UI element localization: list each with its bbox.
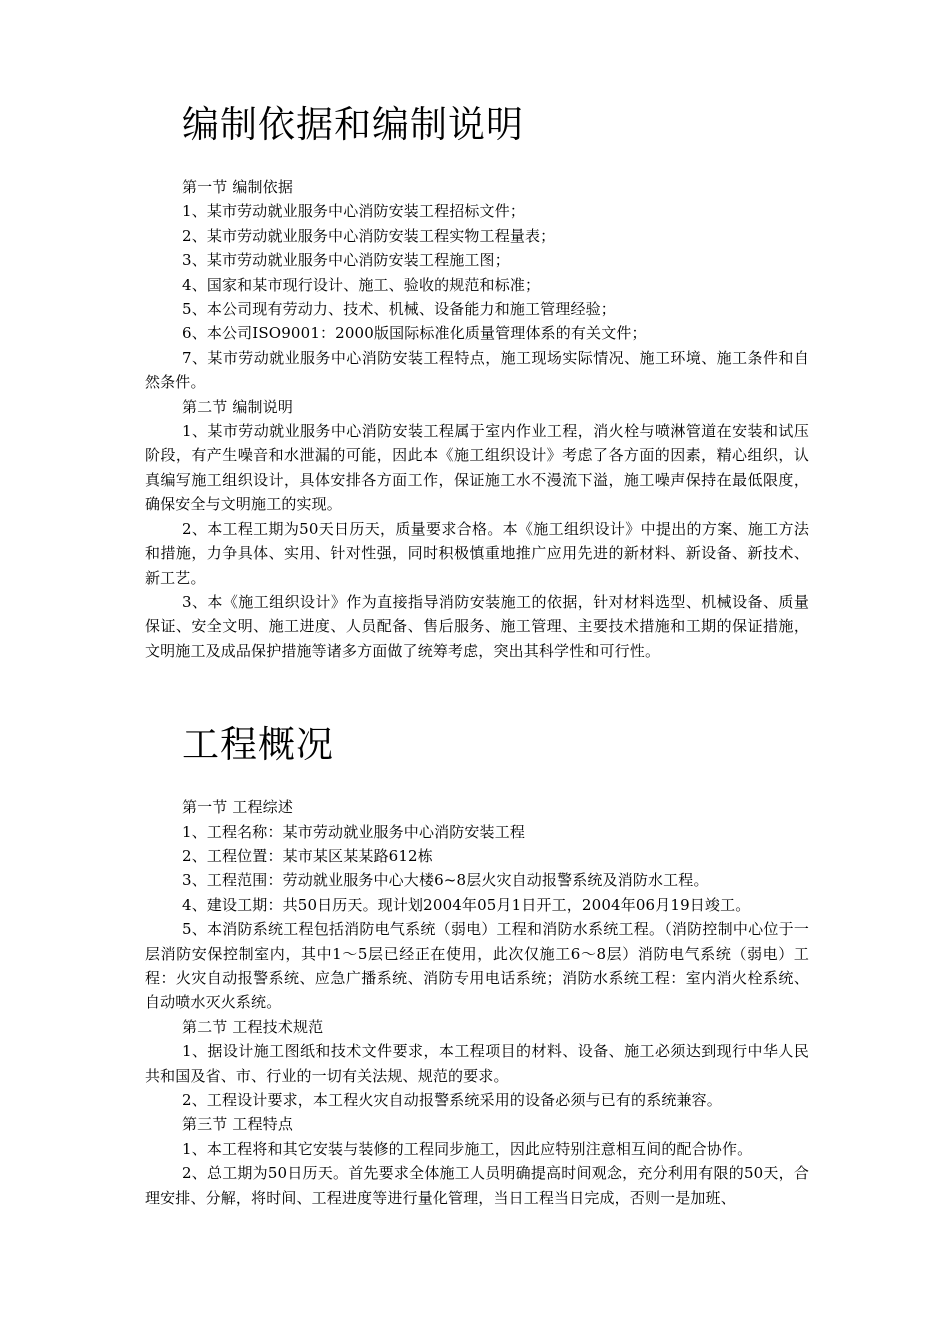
list-item: 3、工程范围：劳动就业服务中心大楼6~8层火灾自动报警系统及消防水工程。: [182, 871, 709, 890]
list-item: 2、工程位置：某市某区某某路612栋: [182, 846, 433, 865]
subsection-title: 第二节 编制说明: [182, 397, 293, 416]
list-item: 3、某市劳动就业服务中心消防安装工程施工图；: [182, 251, 510, 270]
list-item: 6、本公司ISO9001：2000版国际标准化质量管理体系的有关文件；: [182, 324, 647, 343]
list-item: 4、国家和某市现行设计、施工、验收的规范和标准；: [182, 275, 541, 294]
list-item: 5、本公司现有劳动力、技术、机械、设备能力和施工管理经验；: [182, 300, 616, 319]
body-paragraph: 1、本工程将和其它安装与装修的工程同步施工，因此应特别注意相互间的配合协作。: [182, 1139, 753, 1158]
list-item: 1、工程名称：某市劳动就业服务中心消防安装工程: [182, 822, 525, 841]
body-paragraph: 5、本消防系统工程包括消防电气系统（弱电）工程和消防水系统工程。（消防控制中心位于一层消防安保控制室内，其中1～5层已经正在使用，此次仅施工6～8层）消防电气系统（弱电）工程：火灾自动报警系统、应急广播系统、消防专用电话系统；消防水系统工程：室内消火栓系统、自动喷水灭火系统。: [145, 920, 809, 1012]
body-paragraph: 2、工程设计要求，本工程火灾自动报警系统采用的设备必须与已有的系统兼容。: [182, 1091, 722, 1109]
list-item: 4、建设工期：共50日历天。现计划2004年05月1日开工，2004年06月19日竣工。: [182, 895, 751, 914]
section-heading: 编制依据和编制说明: [182, 103, 524, 146]
list-item: 2、某市劳动就业服务中心消防安装工程实物工程量表；: [182, 226, 556, 245]
subsection-title: 第二节 工程技术规范: [182, 1017, 324, 1036]
body-paragraph: 1、某市劳动就业服务中心消防安装工程属于室内作业工程，消火栓与喷淋管道在安装和试压阶段，有产生噪音和水泄漏的可能，因此本《施工组织设计》考虑了各方面的因素，精心组织，认真编写施工组织设计，具体安排各方面工作，保证施工水不漫流下溢，施工噪声保持在最低限度，确保安全与文明施工的实现。: [145, 422, 809, 514]
body-paragraph: 3、本《施工组织设计》作为直接指导消防安装施工的依据，针对材料选型、机械设备、质量保证、安全文明、施工进度、人员配备、售后服务、施工管理、主要技术措施和工期的保证措施，文明施工及成品保护措施等诸多方面做了统筹考虑，突出其科学性和可行性。: [145, 592, 809, 660]
subsection-title: 第一节 编制依据: [182, 178, 293, 196]
list-item: 7、某市劳动就业服务中心消防安装工程特点，施工现场实际情况、施工环境、施工条件和自然条件。: [145, 348, 809, 392]
section-heading: 工程概况: [182, 723, 334, 767]
body-paragraph: 1、据设计施工图纸和技术文件要求，本工程项目的材料、设备、施工必须达到现行中华人民共和国及省、市、行业的一切有关法规、规范的要求。: [145, 1042, 809, 1085]
document-page: [145, 0, 809, 1210]
subsection-title: 第一节 工程综述: [182, 798, 293, 817]
section-compilation-basis: [145, 103, 809, 663]
body-paragraph: 2、总工期为50日历天。首先要求全体施工人员明确提高时间观念，充分利用有限的50天，合理安排、分解，将时间、工程进度等进行量化管理，当日工程当日完成，否则一是加班、: [145, 1164, 809, 1207]
body-paragraph: 2、本工程工期为50天日历天，质量要求合格。本《施工组织设计》中提出的方案、施工方法和措施，力争具体、实用、针对性强，同时积极慎重地推广应用先进的新材料、新设备、新技术、新工艺。: [145, 519, 809, 587]
subsection-title: 第三节 工程特点: [182, 1115, 293, 1134]
section-project-overview: [145, 723, 809, 1210]
list-item: 1、某市劳动就业服务中心消防安装工程招标文件；: [182, 202, 525, 221]
